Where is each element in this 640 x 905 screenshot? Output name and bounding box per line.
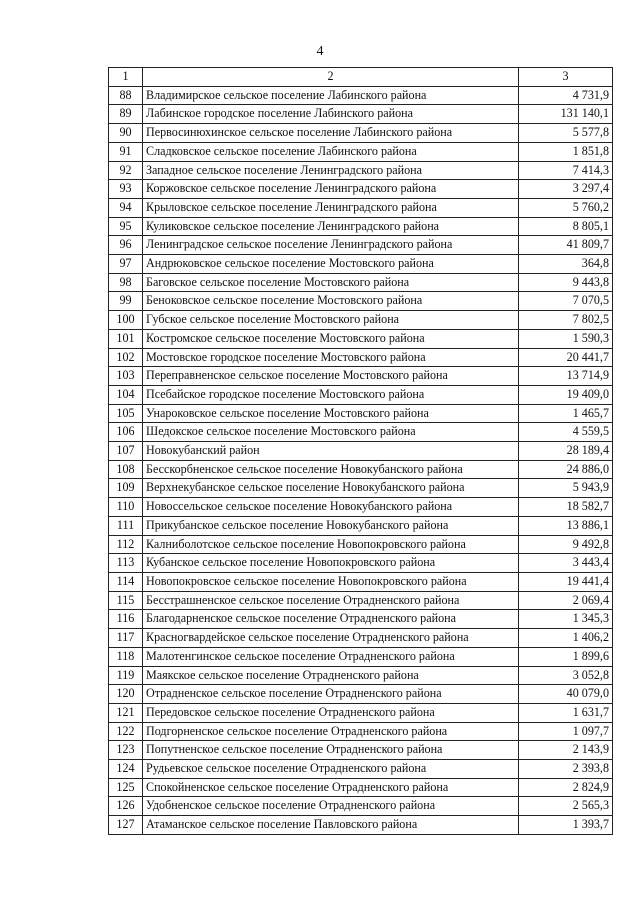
row-number-cell: 104 bbox=[109, 385, 143, 404]
row-number-cell: 89 bbox=[109, 105, 143, 124]
row-number-cell: 127 bbox=[109, 816, 143, 835]
row-number-cell: 109 bbox=[109, 479, 143, 498]
row-value-cell: 2 143,9 bbox=[519, 741, 613, 760]
row-name-cell: Шедокское сельское поселение Мостовского района bbox=[143, 423, 519, 442]
row-number-cell: 91 bbox=[109, 142, 143, 161]
table-row bbox=[109, 442, 613, 461]
table-row bbox=[109, 273, 613, 292]
row-value-cell: 9 492,8 bbox=[519, 535, 613, 554]
row-number-cell: 116 bbox=[109, 610, 143, 629]
table-row bbox=[109, 404, 613, 423]
row-value-cell: 3 443,4 bbox=[519, 554, 613, 573]
row-name-cell: Бесстрашненское сельское поселение Отрадненского района bbox=[143, 591, 519, 610]
row-name-cell: Попутненское сельское поселение Отрадненского района bbox=[143, 741, 519, 760]
table-row bbox=[109, 797, 613, 816]
row-number-cell: 107 bbox=[109, 442, 143, 461]
table-row bbox=[109, 591, 613, 610]
table-row bbox=[109, 311, 613, 330]
row-name-cell: Костромское сельское поселение Мостовского района bbox=[143, 329, 519, 348]
row-value-cell: 7 802,5 bbox=[519, 311, 613, 330]
row-number-cell: 119 bbox=[109, 666, 143, 685]
row-value-cell: 7 070,5 bbox=[519, 292, 613, 311]
row-name-cell: Первосинюхинское сельское поселение Лабинского района bbox=[143, 124, 519, 143]
row-value-cell: 2 565,3 bbox=[519, 797, 613, 816]
allocation-table bbox=[108, 67, 613, 835]
table-row bbox=[109, 647, 613, 666]
table-row bbox=[109, 198, 613, 217]
table-row bbox=[109, 460, 613, 479]
row-number-cell: 114 bbox=[109, 572, 143, 591]
row-value-cell: 1 465,7 bbox=[519, 404, 613, 423]
table-row bbox=[109, 479, 613, 498]
row-value-cell: 19 441,4 bbox=[519, 572, 613, 591]
row-number-cell: 122 bbox=[109, 722, 143, 741]
row-number-cell: 123 bbox=[109, 741, 143, 760]
table-row bbox=[109, 180, 613, 199]
table-row bbox=[109, 423, 613, 442]
row-name-cell: Передовское сельское поселение Отрадненского района bbox=[143, 703, 519, 722]
table-row bbox=[109, 666, 613, 685]
row-name-cell: Коржовское сельское поселение Ленинградского района bbox=[143, 180, 519, 199]
row-value-cell: 20 441,7 bbox=[519, 348, 613, 367]
row-value-cell: 2 824,9 bbox=[519, 778, 613, 797]
row-name-cell: Ленинградское сельское поселение Ленинградского района bbox=[143, 236, 519, 255]
table-row bbox=[109, 778, 613, 797]
row-value-cell: 1 899,6 bbox=[519, 647, 613, 666]
row-value-cell: 19 409,0 bbox=[519, 385, 613, 404]
row-number-cell: 102 bbox=[109, 348, 143, 367]
row-name-cell: Удобненское сельское поселение Отрадненского района bbox=[143, 797, 519, 816]
row-value-cell: 1 345,3 bbox=[519, 610, 613, 629]
row-number-cell: 97 bbox=[109, 255, 143, 274]
row-name-cell: Баговское сельское поселение Мостовского района bbox=[143, 273, 519, 292]
table-row bbox=[109, 105, 613, 124]
table-row bbox=[109, 124, 613, 143]
row-number-cell: 105 bbox=[109, 404, 143, 423]
row-name-cell: Малотенгинское сельское поселение Отрадненского района bbox=[143, 647, 519, 666]
table-row bbox=[109, 86, 613, 105]
row-number-cell: 121 bbox=[109, 703, 143, 722]
row-number-cell: 118 bbox=[109, 647, 143, 666]
table-row bbox=[109, 760, 613, 779]
row-name-cell: Переправненское сельское поселение Мостовского района bbox=[143, 367, 519, 386]
table-row bbox=[109, 685, 613, 704]
row-value-cell: 1 393,7 bbox=[519, 816, 613, 835]
row-number-cell: 126 bbox=[109, 797, 143, 816]
table-row bbox=[109, 255, 613, 274]
table-row bbox=[109, 535, 613, 554]
row-number-cell: 101 bbox=[109, 329, 143, 348]
row-name-cell: Губское сельское поселение Мостовского района bbox=[143, 311, 519, 330]
row-name-cell: Беноковское сельское поселение Мостовского района bbox=[143, 292, 519, 311]
row-value-cell: 5 760,2 bbox=[519, 198, 613, 217]
row-value-cell: 364,8 bbox=[519, 255, 613, 274]
row-value-cell: 4 731,9 bbox=[519, 86, 613, 105]
row-value-cell: 1 631,7 bbox=[519, 703, 613, 722]
row-value-cell: 18 582,7 bbox=[519, 498, 613, 517]
row-number-cell: 95 bbox=[109, 217, 143, 236]
row-value-cell: 13 886,1 bbox=[519, 516, 613, 535]
row-name-cell: Благодарненское сельское поселение Отрадненского района bbox=[143, 610, 519, 629]
row-number-cell: 125 bbox=[109, 778, 143, 797]
row-value-cell: 1 851,8 bbox=[519, 142, 613, 161]
row-value-cell: 1 097,7 bbox=[519, 722, 613, 741]
row-value-cell: 41 809,7 bbox=[519, 236, 613, 255]
row-value-cell: 4 559,5 bbox=[519, 423, 613, 442]
row-number-cell: 108 bbox=[109, 460, 143, 479]
table-row bbox=[109, 703, 613, 722]
row-value-cell: 3 052,8 bbox=[519, 666, 613, 685]
table-row bbox=[109, 498, 613, 517]
row-name-cell: Андрюковское сельское поселение Мостовского района bbox=[143, 255, 519, 274]
row-number-cell: 90 bbox=[109, 124, 143, 143]
row-value-cell: 13 714,9 bbox=[519, 367, 613, 386]
row-value-cell: 7 414,3 bbox=[519, 161, 613, 180]
row-value-cell: 2 393,8 bbox=[519, 760, 613, 779]
table-row bbox=[109, 629, 613, 648]
row-number-cell: 96 bbox=[109, 236, 143, 255]
table-row bbox=[109, 385, 613, 404]
row-value-cell: 9 443,8 bbox=[519, 273, 613, 292]
row-value-cell: 2 069,4 bbox=[519, 591, 613, 610]
row-number-cell: 92 bbox=[109, 161, 143, 180]
table-row bbox=[109, 236, 613, 255]
row-name-cell: Новокубанский район bbox=[143, 442, 519, 461]
row-name-cell: Верхнекубанское сельское поселение Новокубанского района bbox=[143, 479, 519, 498]
row-name-cell: Крыловское сельское поселение Ленинградского района bbox=[143, 198, 519, 217]
row-number-cell: 98 bbox=[109, 273, 143, 292]
row-name-cell: Рудьевское сельское поселение Отрадненского района bbox=[143, 760, 519, 779]
row-name-cell: Лабинское городское поселение Лабинского района bbox=[143, 105, 519, 124]
row-number-cell: 106 bbox=[109, 423, 143, 442]
table-row bbox=[109, 292, 613, 311]
row-name-cell: Атаманское сельское поселение Павловского района bbox=[143, 816, 519, 835]
table-row bbox=[109, 741, 613, 760]
row-value-cell: 1 406,2 bbox=[519, 629, 613, 648]
table-row bbox=[109, 572, 613, 591]
row-name-cell: Калниболотское сельское поселение Новопокровского района bbox=[143, 535, 519, 554]
table-row bbox=[109, 722, 613, 741]
row-number-cell: 111 bbox=[109, 516, 143, 535]
row-number-cell: 100 bbox=[109, 311, 143, 330]
row-name-cell: Спокойненское сельское поселение Отрадненского района bbox=[143, 778, 519, 797]
row-name-cell: Новоссельское сельское поселение Новокубанского района bbox=[143, 498, 519, 517]
row-name-cell: Новопокровское сельское поселение Новопокровского района bbox=[143, 572, 519, 591]
row-name-cell: Отрадненское сельское поселение Отрадненского района bbox=[143, 685, 519, 704]
table-body bbox=[109, 86, 613, 834]
row-value-cell: 5 577,8 bbox=[519, 124, 613, 143]
row-name-cell: Кубанское сельское поселение Новопокровского района bbox=[143, 554, 519, 573]
row-name-cell: Красногвардейское сельское поселение Отрадненского района bbox=[143, 629, 519, 648]
row-number-cell: 113 bbox=[109, 554, 143, 573]
row-number-cell: 88 bbox=[109, 86, 143, 105]
column-header-name: 2 bbox=[143, 68, 519, 87]
row-number-cell: 103 bbox=[109, 367, 143, 386]
column-header-value: 3 bbox=[519, 68, 613, 87]
row-number-cell: 93 bbox=[109, 180, 143, 199]
column-header-number: 1 bbox=[109, 68, 143, 87]
row-name-cell: Мостовское городское поселение Мостовского района bbox=[143, 348, 519, 367]
row-value-cell: 40 079,0 bbox=[519, 685, 613, 704]
row-name-cell: Прикубанское сельское поселение Новокубанского района bbox=[143, 516, 519, 535]
table-row bbox=[109, 554, 613, 573]
row-value-cell: 5 943,9 bbox=[519, 479, 613, 498]
row-number-cell: 124 bbox=[109, 760, 143, 779]
table-row bbox=[109, 329, 613, 348]
row-value-cell: 24 886,0 bbox=[519, 460, 613, 479]
table-row bbox=[109, 142, 613, 161]
table-header-row bbox=[109, 68, 613, 87]
row-value-cell: 8 805,1 bbox=[519, 217, 613, 236]
table-row bbox=[109, 816, 613, 835]
table-row bbox=[109, 516, 613, 535]
table-row bbox=[109, 367, 613, 386]
row-number-cell: 120 bbox=[109, 685, 143, 704]
table-row bbox=[109, 610, 613, 629]
row-number-cell: 117 bbox=[109, 629, 143, 648]
row-number-cell: 99 bbox=[109, 292, 143, 311]
row-value-cell: 131 140,1 bbox=[519, 105, 613, 124]
row-value-cell: 3 297,4 bbox=[519, 180, 613, 199]
row-value-cell: 1 590,3 bbox=[519, 329, 613, 348]
page-number: 4 bbox=[316, 44, 324, 59]
row-value-cell: 28 189,4 bbox=[519, 442, 613, 461]
row-number-cell: 110 bbox=[109, 498, 143, 517]
row-name-cell: Куликовское сельское поселение Ленинградского района bbox=[143, 217, 519, 236]
row-number-cell: 112 bbox=[109, 535, 143, 554]
row-number-cell: 115 bbox=[109, 591, 143, 610]
table-row bbox=[109, 217, 613, 236]
row-name-cell: Подгорненское сельское поселение Отрадненского района bbox=[143, 722, 519, 741]
row-name-cell: Сладковское сельское поселение Лабинского района bbox=[143, 142, 519, 161]
row-name-cell: Унароковское сельское поселение Мостовского района bbox=[143, 404, 519, 423]
row-name-cell: Владимирское сельское поселение Лабинского района bbox=[143, 86, 519, 105]
row-name-cell: Бесскорбненское сельское поселение Новокубанского района bbox=[143, 460, 519, 479]
row-name-cell: Маякское сельское поселение Отрадненского района bbox=[143, 666, 519, 685]
table-row bbox=[109, 161, 613, 180]
row-number-cell: 94 bbox=[109, 198, 143, 217]
row-name-cell: Западное сельское поселение Ленинградского района bbox=[143, 161, 519, 180]
table-row bbox=[109, 348, 613, 367]
row-name-cell: Псебайское городское поселение Мостовского района bbox=[143, 385, 519, 404]
